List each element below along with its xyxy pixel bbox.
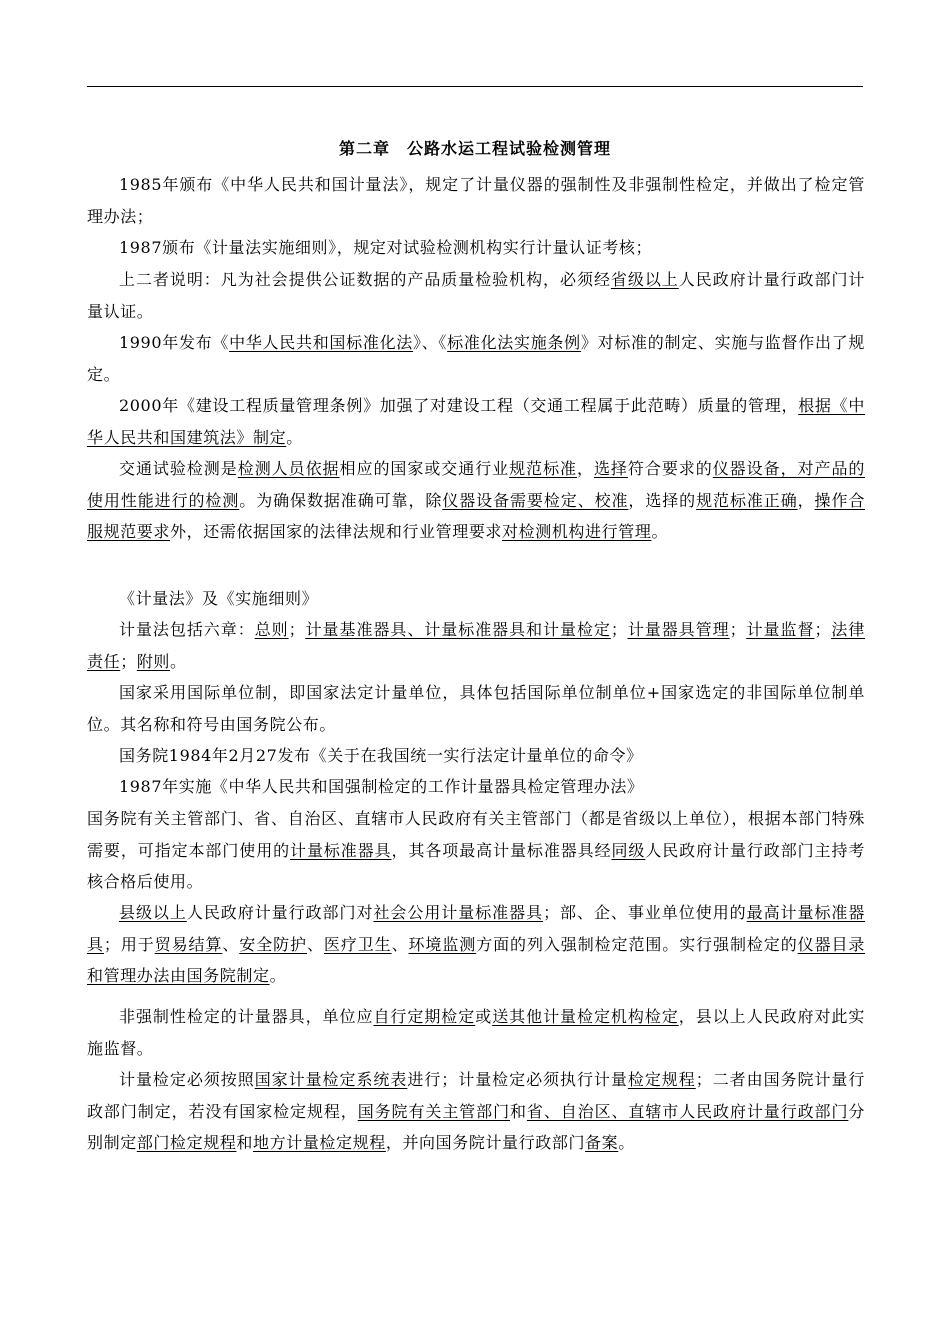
paragraph [87,677,865,740]
underlined-term: 检测人员依据 [237,459,340,478]
text-run: 1985年颁布《中华人民共和国计量法》，规定了计量仪器的强制性及非强制性检定，并做出了检定管理办法； [87,175,865,226]
text-run: 符合要求的 [627,459,713,478]
text-run: ； [288,620,306,639]
underlined-term: 环境监测 [408,934,477,954]
header-rule [87,86,863,87]
text-run: 。 [269,966,287,985]
text-run: 上二者说明：凡为社会提供公证数据的产品质量检验机构，必须经 [119,270,611,289]
underlined-term: 法律责任 [87,620,865,671]
underlined-term: 计量标准器具 [290,840,392,860]
underlined-term: 最高计量标准器具 [87,903,865,954]
paragraph [87,264,865,327]
underlined-term: 规范标准 [509,459,577,478]
text-run: ，其各项最高计量标准器具经 [391,840,612,860]
text-run: 外，还需依据国家的法律法规和行业管理要求 [170,522,503,541]
underlined-term: 备案 [585,1133,619,1152]
text-run: ；用于 [103,934,155,954]
underlined-term: 社会公用计量标准器具 [373,903,544,922]
text-run: ，并向国务院计量行政部门 [385,1133,586,1152]
underlined-term: 仪器设备需要检定、校准 [442,490,629,510]
paragraph [87,803,865,898]
underlined-term: 计量器具管理 [627,620,730,639]
text-run: 》对标准的制定、实施与监督作出了规定。 [87,333,865,384]
text-run: ， [577,459,594,478]
text-run: 计量法包括六章： [119,620,255,639]
text-run: 。 [651,522,669,541]
text-run: 分别制定 [87,1101,865,1152]
paragraph [87,614,865,677]
text-run: ；部、企、事业单位使用的 [543,903,747,922]
paragraph [87,169,865,232]
text-run: 。为确保数据准确可靠，除 [239,490,443,510]
underlined-term: 省级以上 [610,270,679,289]
text-run: ；二者由国务院计量行政部门制定，若没有国家检定规程， [87,1070,865,1121]
underlined-term: 选择 [593,459,628,478]
text-run: 》、《 [413,333,448,352]
paragraph [87,583,865,615]
text-run: 、 [222,934,240,954]
paragraph [87,897,865,992]
underlined-term: 附则 [136,651,171,671]
text-run: 、 [391,934,409,954]
text-run: ，县以上人民政府对此实施监督。 [87,1007,865,1058]
underlined-term: 部门检定规程 [136,1133,237,1152]
text-run: 1990年发布《 [119,333,230,352]
text-run: ； [729,620,747,639]
underlined-term: 对检测机构进行管理 [502,522,652,541]
text-run: ； [120,651,137,671]
text-run: 1987年实施《中华人民共和国强制检定的工作计量器具检定管理办法》 [119,777,644,796]
text-run: 相应的国家或交通行业 [339,459,510,478]
underlined-term: 仪器目录和管理办法由国务院制定 [87,934,866,985]
underlined-term: 计量监督 [746,620,815,639]
text-run: 2000年《建设工程质量管理条例》加强了对建设工程（交通工程属于此范畴）质量的管理， [119,396,799,415]
text-run: ； [814,620,832,639]
text-run: 人民政府计量行政部门计量认证。 [87,270,866,321]
text-run: 方面的列入强制检定范围。实行强制检定的 [476,934,798,954]
underlined-term: 规范标准正确 [696,490,798,510]
paragraph [87,453,865,548]
underlined-term: 标准化法实施条例 [447,333,581,352]
text-run: 和 [236,1133,254,1152]
underlined-term: 计量基准器具、计量标准器具和计量检定 [305,620,611,639]
text-run: 。 [170,651,187,671]
text-run: 。 [286,427,303,447]
text-run: 。 [618,1133,635,1152]
underlined-term: 贸易结算 [154,934,223,954]
paragraph [87,1064,865,1159]
text-run: 国务院1984年2月27发布《关于在我国统一实行法定计量单位的命令》 [119,746,643,765]
underlined-term: 国家计量检定系统表 [254,1070,408,1089]
underlined-term: 安全防护 [239,934,307,954]
text-run: 计量检定必须按照 [119,1070,255,1089]
underlined-term: 中华人民共和国标准化法 [229,333,413,352]
underlined-term: 仪器设备，对产品的使用性能进行的检测 [87,459,866,510]
paragraph [87,327,865,390]
underlined-term: 自行定期检定 [373,1007,476,1026]
chapter-title: 第二章 公路水运工程试验检测管理 [338,139,611,158]
underlined-term: 同级 [611,840,646,860]
text-run: 国务院有关主管部门、省、自治区、直辖市人民政府有关主管部门（都是省级以上单位），根据本部门特殊需要，可指定本部门使用的 [87,809,865,860]
underlined-term: 送其他计量检定机构检定 [492,1007,679,1026]
text-run: 交通试验检测是 [119,459,238,478]
text-run: ； [610,620,628,639]
paragraph [87,1001,865,1064]
text-run: 进行；计量检定必须执行计量 [407,1070,628,1089]
underlined-term: 总则 [254,620,289,639]
underlined-term: 医疗卫生 [323,934,392,954]
text-run: 人民政府计量行政部门对 [186,903,374,922]
underlined-term: 检定规程 [627,1070,696,1089]
underlined-term: 根据《中华人民共和国建筑法》制定 [87,396,865,447]
text-run: 非强制性检定的计量器具，单位应 [119,1007,374,1026]
text-run: ，选择的 [628,490,697,510]
paragraph [87,740,865,772]
text-run: 和 [510,1101,527,1121]
underlined-term: 县级以上 [119,903,187,922]
paragraph [87,232,865,264]
text-run: 或 [475,1007,493,1026]
text-run: ， [797,490,815,510]
text-run: 1987颁布《计量法实施细则》，规定对试验检测机构实行计量认证考核； [119,238,653,257]
paragraph [87,390,865,453]
underlined-term: 省、自治区、直辖市人民政府计量行政部门 [526,1101,849,1121]
text-run: 《计量法》及《实施细则》 [119,589,319,608]
text-run: 人民政府计量行政部门主持考核合格后使用。 [87,840,865,891]
underlined-term: 地方计量检定规程 [253,1133,386,1152]
paragraph [87,771,865,803]
text-run: 国家采用国际单位制，即国家法定计量单位，具体包括国际单位制单位+国家选定的非国际单位制单位。其名称和符号由国务院公布。 [87,683,865,734]
underlined-term: 国务院有关主管部门 [357,1101,510,1121]
text-run: 、 [306,934,324,954]
underlined-term: 操作合服规范要求 [87,490,865,541]
